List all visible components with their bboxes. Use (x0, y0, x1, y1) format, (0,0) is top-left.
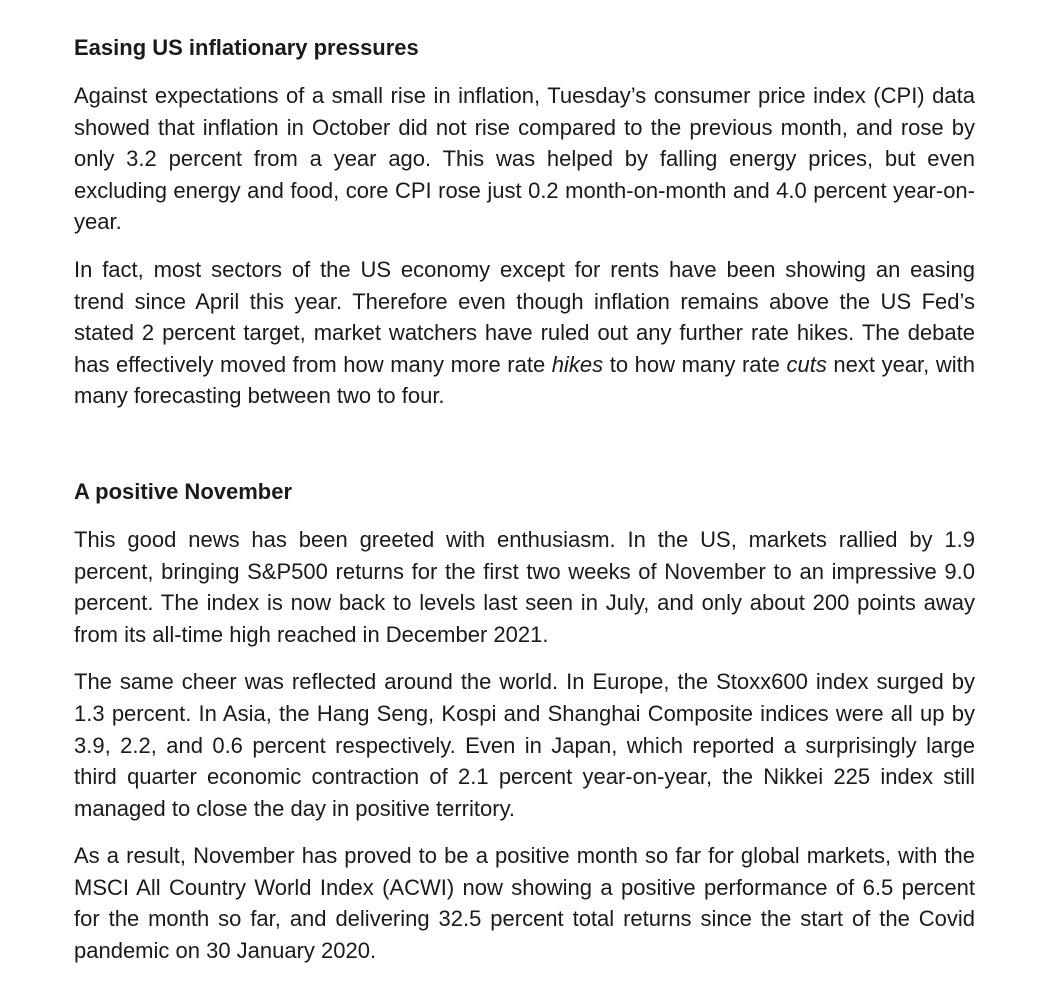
document-body (74, 32, 975, 967)
paragraph-text: In fact, most sectors of the US economy except for rents have been showing an easing trend since April this year. Therefore even though inflation remains above the US Fed’s stated 2 percent target, market watchers have ruled out any further rate hikes. The debate has effectively moved from how many more rate (74, 256, 975, 377)
section-heading-inflation: Easing US inflationary pressures (74, 35, 419, 60)
emphasis-hikes: hikes (551, 351, 604, 377)
paragraph-easing-trend (74, 254, 975, 412)
emphasis-cuts: cuts (786, 351, 827, 377)
paragraph-text: next year, with many forecasting between two to four. (74, 351, 975, 409)
paragraph-cpi-data: Against expectations of a small rise in inflation, Tuesday’s consumer price index (CPI) data showed that inflation in October did not rise compared to the previous month, and rose by only 3.2 percent from a year ago. This was helped by falling energy prices, but even excluding energy and food, core CPI rose just 0.2 month-on-month and 4.0 percent year-on-year. (74, 83, 975, 235)
paragraph-global-markets: The same cheer was reflected around the world. In Europe, the Stoxx600 index surged by 1.3 percent. In Asia, the Hang Seng, Kospi and Shanghai Composite indices were all up by 3.9, 2.2, and 0.6 percent respectively. Even in Japan, which reported a surprisingly large third quarter economic contraction of 2.1 percent year-on-year, the Nikkei 225 index still managed to close the day in positive territory. (74, 669, 975, 821)
paragraph-us-markets: This good news has been greeted with enthusiasm. In the US, markets rallied by 1.9 percent, bringing S&P500 returns for the first two weeks of November to an impressive 9.0 percent. The index is now back to levels last seen in July, and only about 200 points away from its all-time high reached in December 2021. (74, 526, 975, 647)
section-heading-november: A positive November (74, 478, 293, 504)
paragraph-acwi: As a result, November has proved to be a positive month so far for global markets, with the MSCI All Country World Index (ACWI) now showing a positive performance of 6.5 percent for the month so far, and delivering 32.5 percent total returns since the start of the Covid pandemic on 30 January 2020. (74, 843, 975, 964)
paragraph-text: to how many rate (603, 351, 787, 377)
